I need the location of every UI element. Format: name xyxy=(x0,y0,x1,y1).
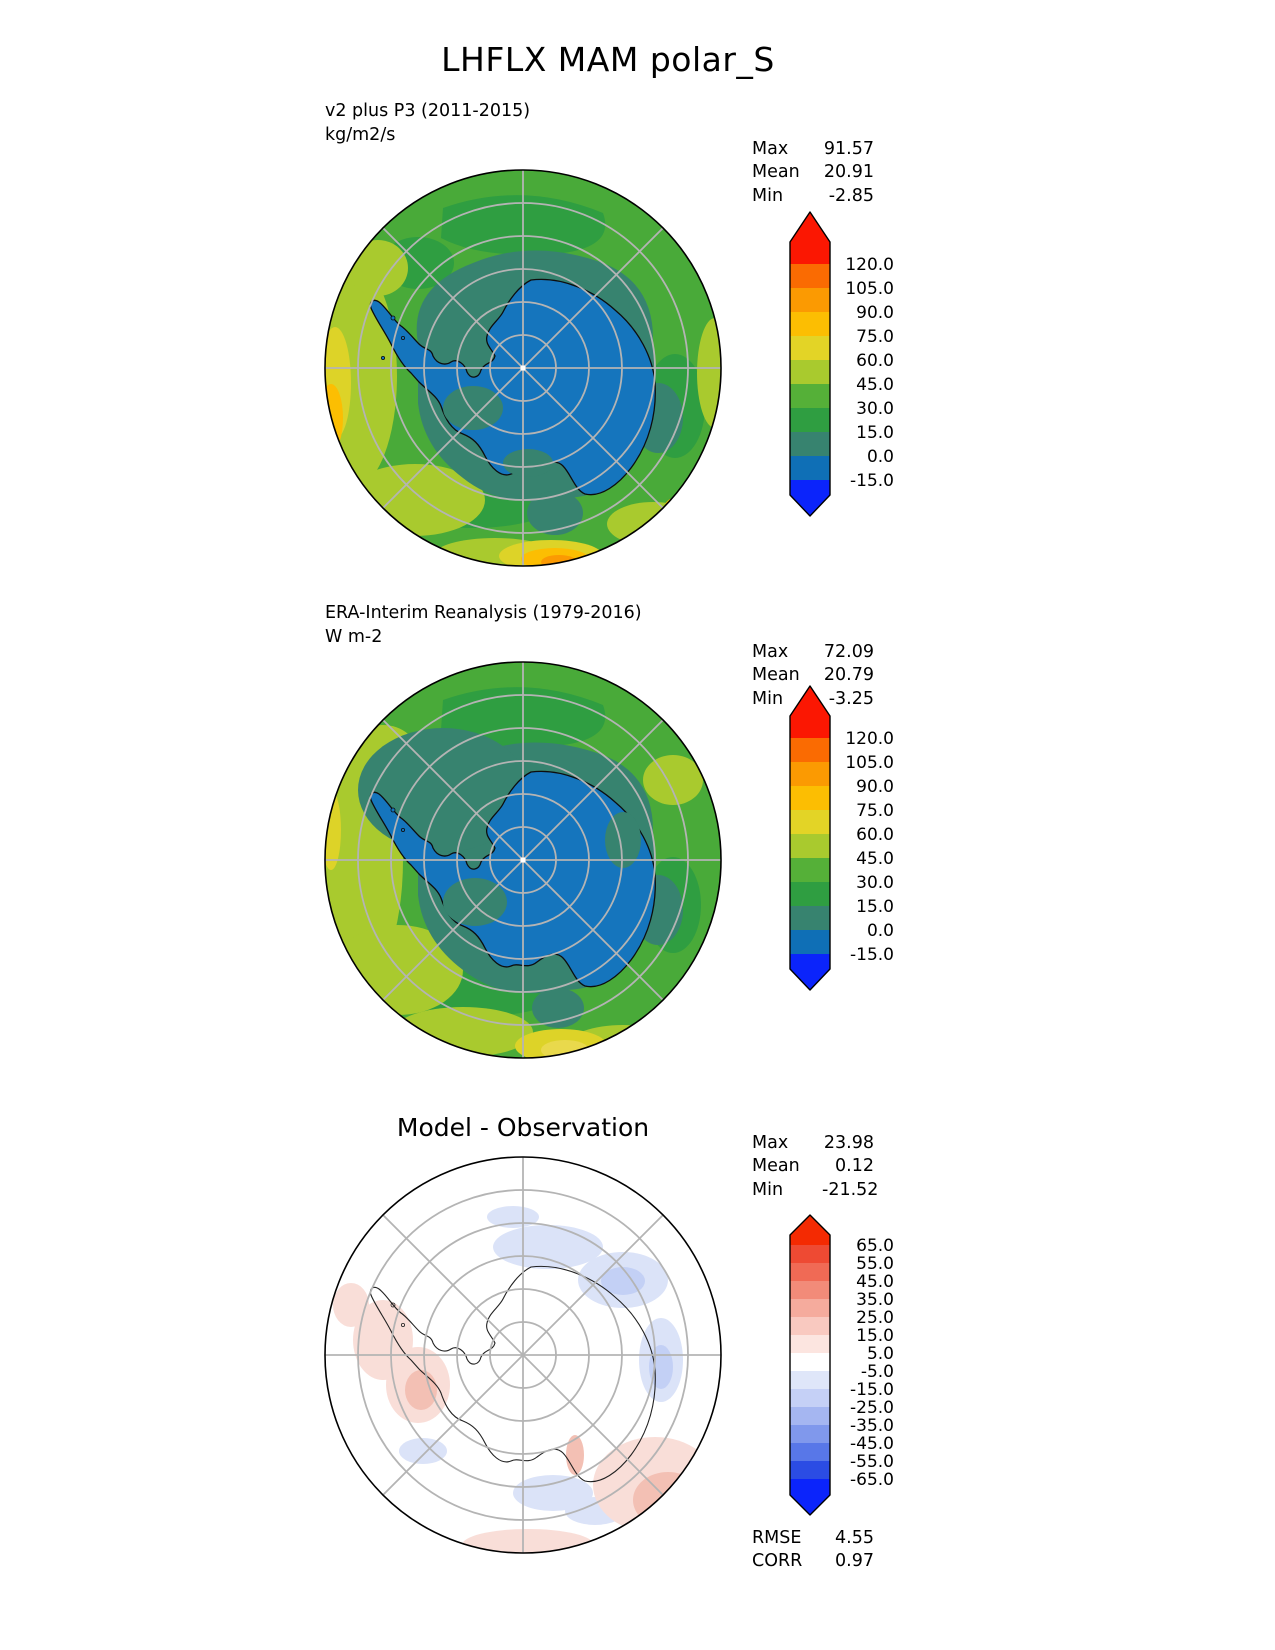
colorbar-tick-label: 15.0 xyxy=(856,1326,894,1346)
panel1-units: kg/m2/s xyxy=(325,125,396,145)
panel2-stat-label-mean: Mean xyxy=(752,665,800,686)
panel3-stat-value-min: -21.52 xyxy=(822,1179,879,1200)
colorbar-tick-label: 120.0 xyxy=(845,255,894,275)
panel1-subtitle-line1: v2 plus P3 (2011-2015) xyxy=(325,101,531,121)
colorbar-tick-label: 30.0 xyxy=(856,399,894,419)
colorbar-tick-label: 0.0 xyxy=(866,921,894,941)
panel1-map xyxy=(323,168,723,568)
panel3-map xyxy=(323,1155,723,1555)
panel3-stat-label-mean: Mean xyxy=(752,1156,800,1177)
pole-marker xyxy=(521,366,526,371)
panel3-extra-value-rmse: 4.55 xyxy=(835,1528,874,1548)
colorbar-tick-label: 15.0 xyxy=(856,897,894,917)
colorbar-tick-label: 105.0 xyxy=(845,279,894,299)
panel1-stat-label-max: Max xyxy=(752,139,789,159)
colorbar-tick-label: 5.0 xyxy=(866,1344,894,1364)
panel3-title: Model - Observation xyxy=(396,1113,650,1142)
colorbar-tick-label: 75.0 xyxy=(856,801,894,821)
panel2-stat-value-mean: 20.79 xyxy=(823,665,874,686)
colorbar-tick-label: 75.0 xyxy=(856,327,894,347)
colorbar-tick-label: 35.0 xyxy=(856,1290,894,1310)
colorbar-tick-label: -15.0 xyxy=(850,945,894,965)
panel1-stat-value-mean: 20.91 xyxy=(823,162,874,183)
panel3-stat-value-max: 23.98 xyxy=(823,1133,874,1153)
panel1-subtitle xyxy=(325,99,530,147)
colorbar-tick-label: 0.0 xyxy=(866,447,894,467)
figure-title: LHFLX MAM polar_S xyxy=(441,40,775,79)
panel3-extra-value-corr: 0.97 xyxy=(835,1551,874,1572)
panel2-stat-value-max: 72.09 xyxy=(823,642,874,662)
panel2-units: W m-2 xyxy=(325,627,383,647)
panel1-stat-label-min: Min xyxy=(752,185,784,206)
colorbar-tick-label: 55.0 xyxy=(856,1254,894,1274)
panel2-stat-label-max: Max xyxy=(752,642,789,662)
map-graticule xyxy=(325,1157,721,1553)
colorbar-tick-label: 90.0 xyxy=(856,303,894,323)
colorbar-tick-label: 60.0 xyxy=(856,825,894,845)
colorbar-tick-label: -35.0 xyxy=(850,1416,894,1436)
panel3-stat-label-max: Max xyxy=(752,1133,789,1153)
panel1-stats xyxy=(752,138,874,208)
panel3-extra-label-rmse: RMSE xyxy=(752,1528,802,1548)
colorbar-tick-label: 45.0 xyxy=(856,849,894,869)
panel3-stat-label-min: Min xyxy=(752,1179,784,1200)
panel2-subtitle-line1: ERA-Interim Reanalysis (1979-2016) xyxy=(325,603,642,623)
panel2-colorbar-wrap xyxy=(782,684,898,994)
colorbar-tick-label: -45.0 xyxy=(850,1434,894,1454)
colorbar-tick-label: 90.0 xyxy=(856,777,894,797)
colorbar-tick-label: -5.0 xyxy=(860,1362,894,1382)
panel3-rmse-corr xyxy=(752,1527,874,1574)
panel1-stat-value-min: -2.85 xyxy=(828,185,874,206)
panel1-colorbar-wrap xyxy=(782,210,898,520)
colorbar-tick-label: 30.0 xyxy=(856,873,894,893)
colorbar-tick-label: 15.0 xyxy=(856,423,894,443)
colorbar-tick-label: -65.0 xyxy=(850,1470,894,1490)
colorbar-tick-label: -15.0 xyxy=(850,471,894,491)
colorbar-tick-label: 65.0 xyxy=(856,1236,894,1256)
panel2-map xyxy=(323,660,723,1060)
colorbar-tick-label: 45.0 xyxy=(856,375,894,395)
panel2-colorbar xyxy=(782,684,898,994)
panel1-stat-label-mean: Mean xyxy=(752,162,800,183)
colorbar-tick-label: 60.0 xyxy=(856,351,894,371)
colorbar-tick-label: -55.0 xyxy=(850,1452,894,1472)
panel3-stat-value-mean: 0.12 xyxy=(835,1156,874,1177)
panel3-stats xyxy=(752,1132,879,1202)
colorbar-tick-label: 120.0 xyxy=(845,729,894,749)
colorbar-tick-label: 105.0 xyxy=(845,753,894,773)
panel2-subtitle xyxy=(325,601,642,649)
panel3-colorbar xyxy=(782,1213,898,1519)
panel1-stat-value-max: 91.57 xyxy=(823,139,874,159)
panel1-colorbar xyxy=(782,210,898,520)
colorbar-tick-label: -25.0 xyxy=(850,1398,894,1418)
panel2-stat-value-min: -3.25 xyxy=(828,688,874,709)
colorbar-tick-label: 45.0 xyxy=(856,1272,894,1292)
colorbar-tick-label: -15.0 xyxy=(850,1380,894,1400)
panel3-extra-label-corr: CORR xyxy=(752,1551,803,1572)
panel3-colorbar-wrap xyxy=(782,1213,898,1519)
panel2-stat-label-min: Min xyxy=(752,688,784,709)
colorbar-tick-label: 25.0 xyxy=(856,1308,894,1328)
pole-marker xyxy=(521,858,526,863)
